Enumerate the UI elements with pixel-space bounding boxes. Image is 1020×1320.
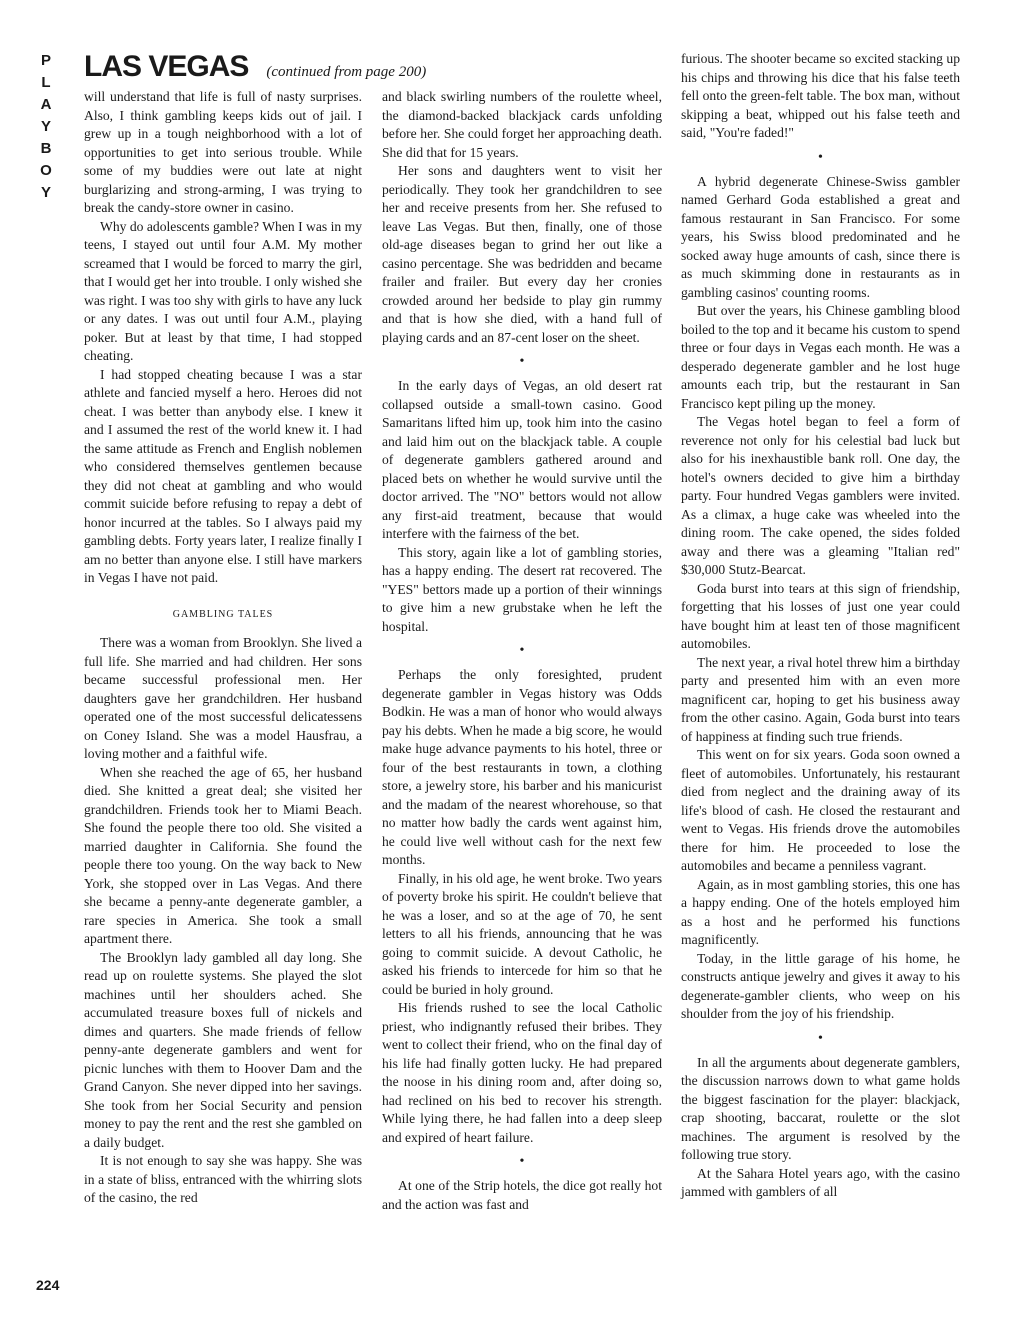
paragraph: Why do adolescents gamble? When I was in my teens, I stayed out until four A.M. My mother screamed that I would be forced to marry the girl, that I would get her into trouble. I only wished she was right. I was too shy with girls to have any luck or any dates. I was out until four A.M., playing poker. But at least by that time, I had stopped cheating.	[84, 218, 362, 363]
separator-bullet: •	[519, 1154, 525, 1169]
paragraph: In the early days of Vegas, an old desert rat collapsed outside a small-town casino. Good Samaritans lifted him up, took him into the casino and laid him out on the blackjack table. A couple of degenerate gamblers gathered around and placed bets on whether he would survive until the doctor arrived. The "NO" bettors would not allow any first-aid treatment, because that would interfere with the fairness of the bet.	[382, 378, 662, 541]
article-heading	[84, 50, 426, 86]
separator-bullet: •	[519, 354, 525, 369]
paragraph: Perhaps the only foresighted, prudent degenerate gambler in Vegas history was Odds Bodkin. He was a man of honor who would always pay his debts. When he made a big score, he would make huge advance payments to his hotel, three or four of the best restaurants in town, a clothing store, a jewelry store, his barber and his manicurist and the madam of the nearest whorehouse, so that no matter how badly the cards went against him, he could live well without cash for the next few months.	[382, 667, 662, 867]
continued-note: (continued from page 200)	[266, 64, 427, 80]
column-2	[382, 88, 662, 1214]
article-title: LAS VEGAS	[84, 50, 249, 83]
paragraph: The Vegas hotel began to feel a form of reverence not only for his celestial bad luck but also for his inexhaustible bank roll. One day, the hotel's owners decided to give him a birthday party. Four hundred Vegas gamblers were invited. As a climax, a huge cake was wheeled into the dining room. The cake opened, the sides folded away and there was a gleaming "Italian red" $30,000 Stutz-Bearcat.	[681, 414, 960, 577]
paragraph: At one of the Strip hotels, the dice got really hot and the action was fast and	[382, 1178, 662, 1212]
paragraph: In all the arguments about degenerate gamblers, the discussion narrows down to what game holds the biggest fascination for the player: blackjack, crap shooting, baccarat, roulette or the slot machines. The argument is resolved by the following true story.	[681, 1054, 960, 1162]
separator-bullet: •	[818, 1030, 823, 1046]
section-heading: GAMBLING TALES	[172, 608, 274, 620]
magazine-vertical-label	[36, 50, 56, 204]
vertical-letter: A	[40, 96, 52, 113]
vertical-letter: L	[41, 74, 51, 91]
column-1	[84, 88, 362, 1208]
paragraph: There was a woman from Brooklyn. She lived a full life. She married and had children. Her sons became successful professional men. Her daughters gave her grandchildren. Her husband operated one of the most successful delicatessens on Coney Island. She was a model Hausfrau, a loving mother and a faithful wife.	[84, 635, 362, 761]
paragraph: But over the years, his Chinese gambling blood boiled to the top and it became his custom to spend three or four days in Vegas each month. He was a desperado degenerate gambler and he lost huge amounts each trip, but the restaurant in San Francisco kept piling up the money.	[681, 303, 960, 411]
vertical-letter: O	[40, 162, 52, 179]
paragraph: A hybrid degenerate Chinese-Swiss gambler named Gerhard Goda established a great and famous restaurant in San Francisco. For some years, his Swiss blood predominated and he socked away huge amounts of cash, since there is as much skimming done in restaurants as in gambling casinos' counting rooms.	[681, 173, 960, 300]
paragraph: and black swirling numbers of the roulette wheel, the diamond-backed blackjack cards unfolding before her. She could forget her approaching death. She did that for 15 years.	[382, 89, 662, 160]
paragraph: Today, in the little garage of his home, he constructs antique jewelry and gives it away to his degenerate-gambler clients, who weep on his shoulder from the joy of his friendship.	[681, 950, 960, 1021]
column-3	[681, 50, 960, 1202]
separator-bullet: •	[519, 643, 525, 658]
vertical-letter: P	[40, 52, 51, 69]
paragraph: This story, again like a lot of gambling stories, has a happy ending. The desert rat recovered. The "YES" bettors made up a portion of their winnings to give him a new grubstake when he left the hospital.	[382, 544, 662, 634]
paragraph: The Brooklyn lady gambled all day long. She read up on roulette systems. She played the slot machines until her shoulders ached. She accumulated treasure boxes full of nickels and dimes and quarters. She made friends of fellow penny-ante degenerate gamblers and went for picnic lunches with them to Hoover Dam and the Grand Canyon. She never dipped into her savings. She took from her Social Security and pension money to pay the rent and the rest she gambled on a daily budget.	[84, 949, 362, 1150]
vertical-letter: Y	[40, 118, 51, 135]
paragraph: furious. The shooter became so excited stacking up his chips and throwing his dice that his false teeth fell onto the green-felt table. The box man, without skipping a beat, whipped out his false teeth and said, "You're faded!"	[681, 51, 960, 140]
paragraph: Goda burst into tears at this sign of friendship, forgetting that his losses of just one year could have bought him at least ten of those magnificent automobiles.	[681, 580, 960, 651]
paragraph: The next year, a rival hotel threw him a birthday party and presented him with an even more magnificent car, hoping to get his business away from the other casino. Again, Goda burst into tears of happiness at finding such true friends.	[681, 654, 960, 744]
vertical-letter: B	[40, 140, 52, 157]
paragraph: At the Sahara Hotel years ago, with the casino jammed with gamblers of all	[681, 1165, 960, 1199]
paragraph: Finally, in his old age, he went broke. Two years of poverty broke his spirit. He couldn't believe that he was a loser, and so at the age of 70, he sent letters to all his friends, announcing that he was going to commit suicide. A devout Catholic, he asked his friends to intercede for him so that he could be buried in holy ground.	[382, 870, 662, 997]
paragraph: It is not enough to say she was happy. She was in a state of bliss, entranced with the whirring slots of the casino, the red	[84, 1153, 362, 1205]
paragraph: This went on for six years. Goda soon owned a fleet of automobiles. Unfortunately, his restaurant died from neglect and the draining away of its life's blood of cash. He closed the restaurant and went to Vegas. His friends drove the automobiles there for him. He proceeded to lose the automobiles and became a penniless vagrant.	[681, 747, 960, 873]
paragraph: I had stopped cheating because I was a star athlete and fancied myself a hero. Heroes did not cheat. I was better than anybody else. I knew it and I assumed the rest of the world knew it. I had the same attitude as French and English noblemen who considered themselves gentlemen because they did not cheat at gambling and who would commit suicide before refusing to repay a debt of honor incurred at the tables. So I always paid my gambling debts. Forty years later, I realize finally I am no better than anyone else. I still have markers in Vegas I have not paid.	[84, 366, 362, 585]
vertical-letter: Y	[40, 184, 51, 201]
paragraph: will understand that life is full of nasty surprises. Also, I think gambling keeps kids out of jail. I grew up in a tough neighborhood with a lot of opportunities to get into serious trouble. While some of my buddies were out late at night burglarizing and strong-arming, I was trying to break the candy-store owner in casino.	[84, 89, 362, 215]
page-number: 224	[36, 1277, 60, 1293]
separator-bullet: •	[818, 149, 823, 165]
paragraph: His friends rushed to see the local Catholic priest, who indignantly refused their bribes. They went to collect their friend, who on the final day of his life had finally gotten lucky. He had prepared the noose in his dining room and, after doing so, had reclined on his bed to recover his strength. While lying there, he had fallen into a deep sleep and expired of heart failure.	[382, 1000, 662, 1145]
paragraph: Again, as in most gambling stories, this one has a happy ending. One of the hotels employed him as a host and he performed his functions magnificently.	[681, 876, 960, 947]
paragraph: When she reached the age of 65, her husband died. She knitted a great deal; she visited her grandchildren. Friends took her to Miami Beach. She found the people there too old. She visited a married daughter in California. She found the people there too young. On the way back to New York, she stopped over in Las Vegas. And there she became a penny-ante degenerate gambler, a rare species in America. She took a small apartment there.	[84, 764, 362, 946]
paragraph: Her sons and daughters went to visit her periodically. They took her grandchildren to see her and receive presents from her. She refused to leave Las Vegas. But then, finally, one of those old-age diseases began to grind her out like a casino percentage. She was bedridden and became frailer and frailer. But every day her cronies crowded around her bedside to play gin rummy and that is how she died, with a hand full of playing cards and an 87-cent loser on the sheet.	[382, 163, 662, 345]
